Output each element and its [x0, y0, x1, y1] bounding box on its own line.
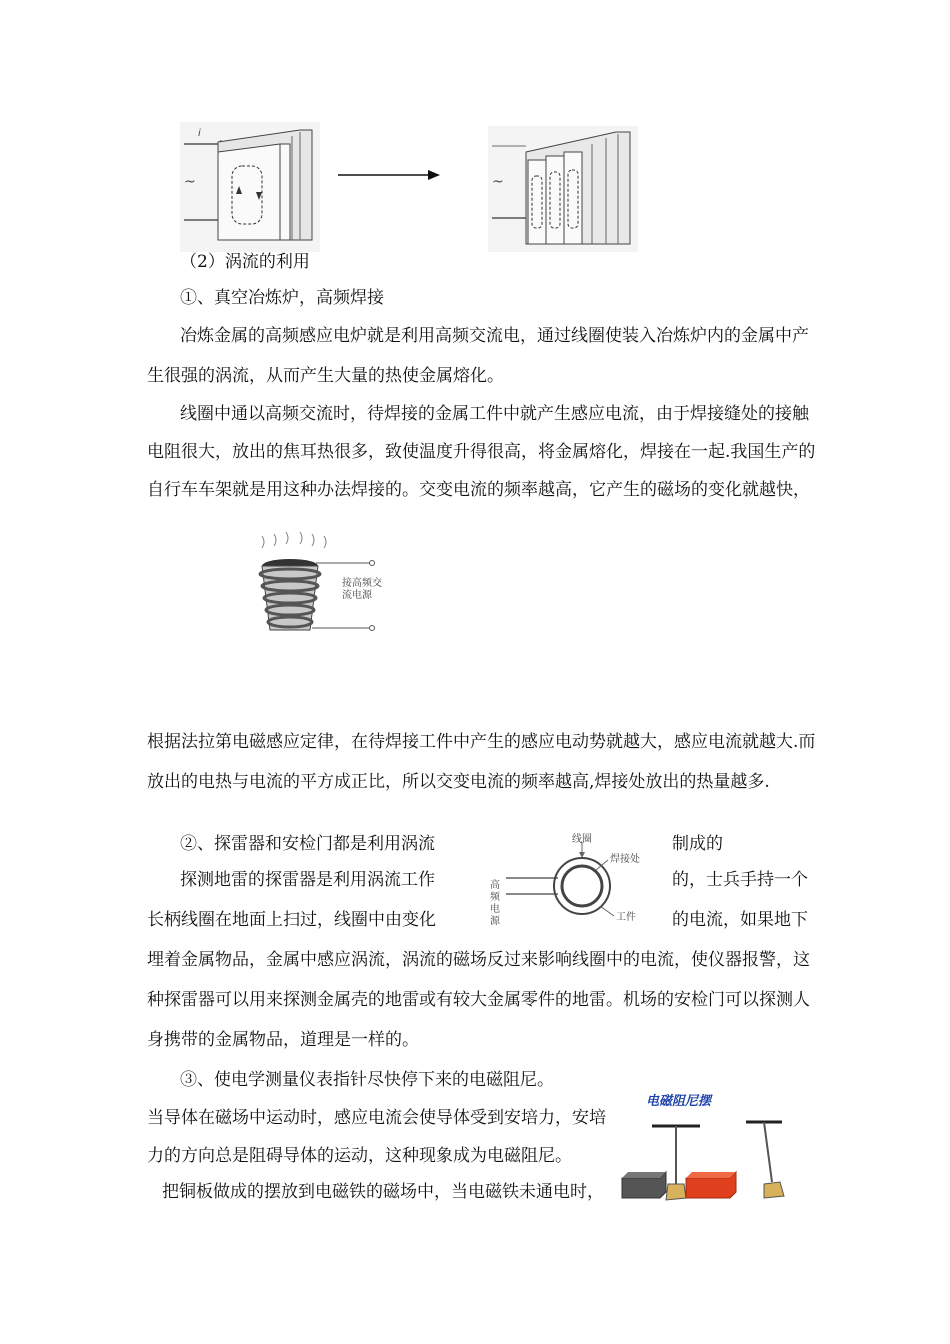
- item2-line2-left: 长柄线圈在地面上扫过，线圈中由变化: [147, 910, 436, 930]
- item1-para3-line1: 根据法拉第电磁感应定律，在待焊接工件中产生的感应电动势就越大，感应电流就越大.而: [147, 732, 816, 752]
- item1-para1-line2: 生很强的涡流，从而产生大量的热使金属熔化。: [147, 366, 504, 386]
- item3-line2: 力的方向总是阻碍导体的运动，这种现象成为电磁阻尼。: [147, 1146, 572, 1166]
- item2-title-right: 制成的: [672, 834, 723, 854]
- transform-arrow: [338, 168, 442, 182]
- laminated-core-figure-left: [180, 122, 320, 252]
- item2-line3: 埋着金属物品，金属中感应涡流，涡流的磁场反过来影响线圈中的电流，使仪器报警，这: [147, 950, 810, 970]
- item3-line3: 把铜板做成的摆放到电磁铁的磁场中，当电磁铁未通电时，: [162, 1182, 604, 1202]
- damper-title: 电磁阻尼摆: [646, 1094, 712, 1109]
- item1-para2-line1: 线圈中通以高频交流时，待焊接的金属工件中就产生感应电流，由于焊接缝处的接触: [180, 404, 809, 424]
- furnace-label-line1: 接高频交: [342, 578, 382, 589]
- weld-source-char2: 频: [490, 892, 500, 903]
- laminated-core-figure-right: [488, 126, 638, 252]
- item2-line1-left: 探测地雷的探雷器是利用涡流工作: [180, 870, 435, 890]
- item3-title: ③、使电学测量仪表指针尽快停下来的电磁阻尼。: [180, 1070, 554, 1090]
- weld-workpiece-label: 工件: [616, 912, 636, 923]
- weld-source-char3: 电: [490, 904, 500, 915]
- weld-source-char4: 源: [490, 916, 500, 927]
- weld-coil-label: 线圈: [572, 834, 592, 845]
- item1-para2-line3: 自行车车架就是用这种办法焊接的。交变电流的频率越高，它产生的磁场的变化就越快，: [147, 480, 810, 500]
- furnace-label-line2: 流电源: [342, 590, 372, 601]
- section-heading: （2）涡流的利用: [180, 252, 310, 272]
- item1-title: ①、真空冶炼炉，高频焊接: [180, 288, 384, 308]
- ac-source-symbol-right: ~: [492, 174, 504, 190]
- item2-title-left: ②、探雷器和安检门都是利用涡流: [180, 834, 435, 854]
- item2-line2-right: 的电流，如果地下: [672, 910, 808, 930]
- item3-line1: 当导体在磁场中运动时，感应电流会使导体受到安培力，安培: [147, 1108, 606, 1128]
- ac-source-symbol: ~: [184, 174, 196, 190]
- weld-source-char1: 高: [490, 880, 500, 891]
- weld-point-label: 焊接处: [610, 854, 640, 865]
- item1-para3-line2: 放出的电热与电流的平方成正比，所以交变电流的频率越高,焊接处放出的热量越多.: [147, 772, 770, 792]
- item1-para2-line2: 电阻很大，放出的焦耳热很多，致使温度升得很高，将金属熔化，焊接在一起.我国生产的: [147, 442, 816, 462]
- item2-line1-right: 的，士兵手持一个: [672, 870, 808, 890]
- item1-para1-line1: 冶炼金属的高频感应电炉就是利用高频交流电，通过线圈使装入冶炼炉内的金属中产: [180, 326, 809, 346]
- item2-line5: 身携带的金属物品，道理是一样的。: [147, 1030, 419, 1050]
- damping-pendulum-figure: [620, 1112, 792, 1212]
- current-label: i: [198, 128, 201, 139]
- item2-line4: 种探雷器可以用来探测金属壳的地雷或有较大金属零件的地雷。机场的安检门可以探测人: [147, 990, 810, 1010]
